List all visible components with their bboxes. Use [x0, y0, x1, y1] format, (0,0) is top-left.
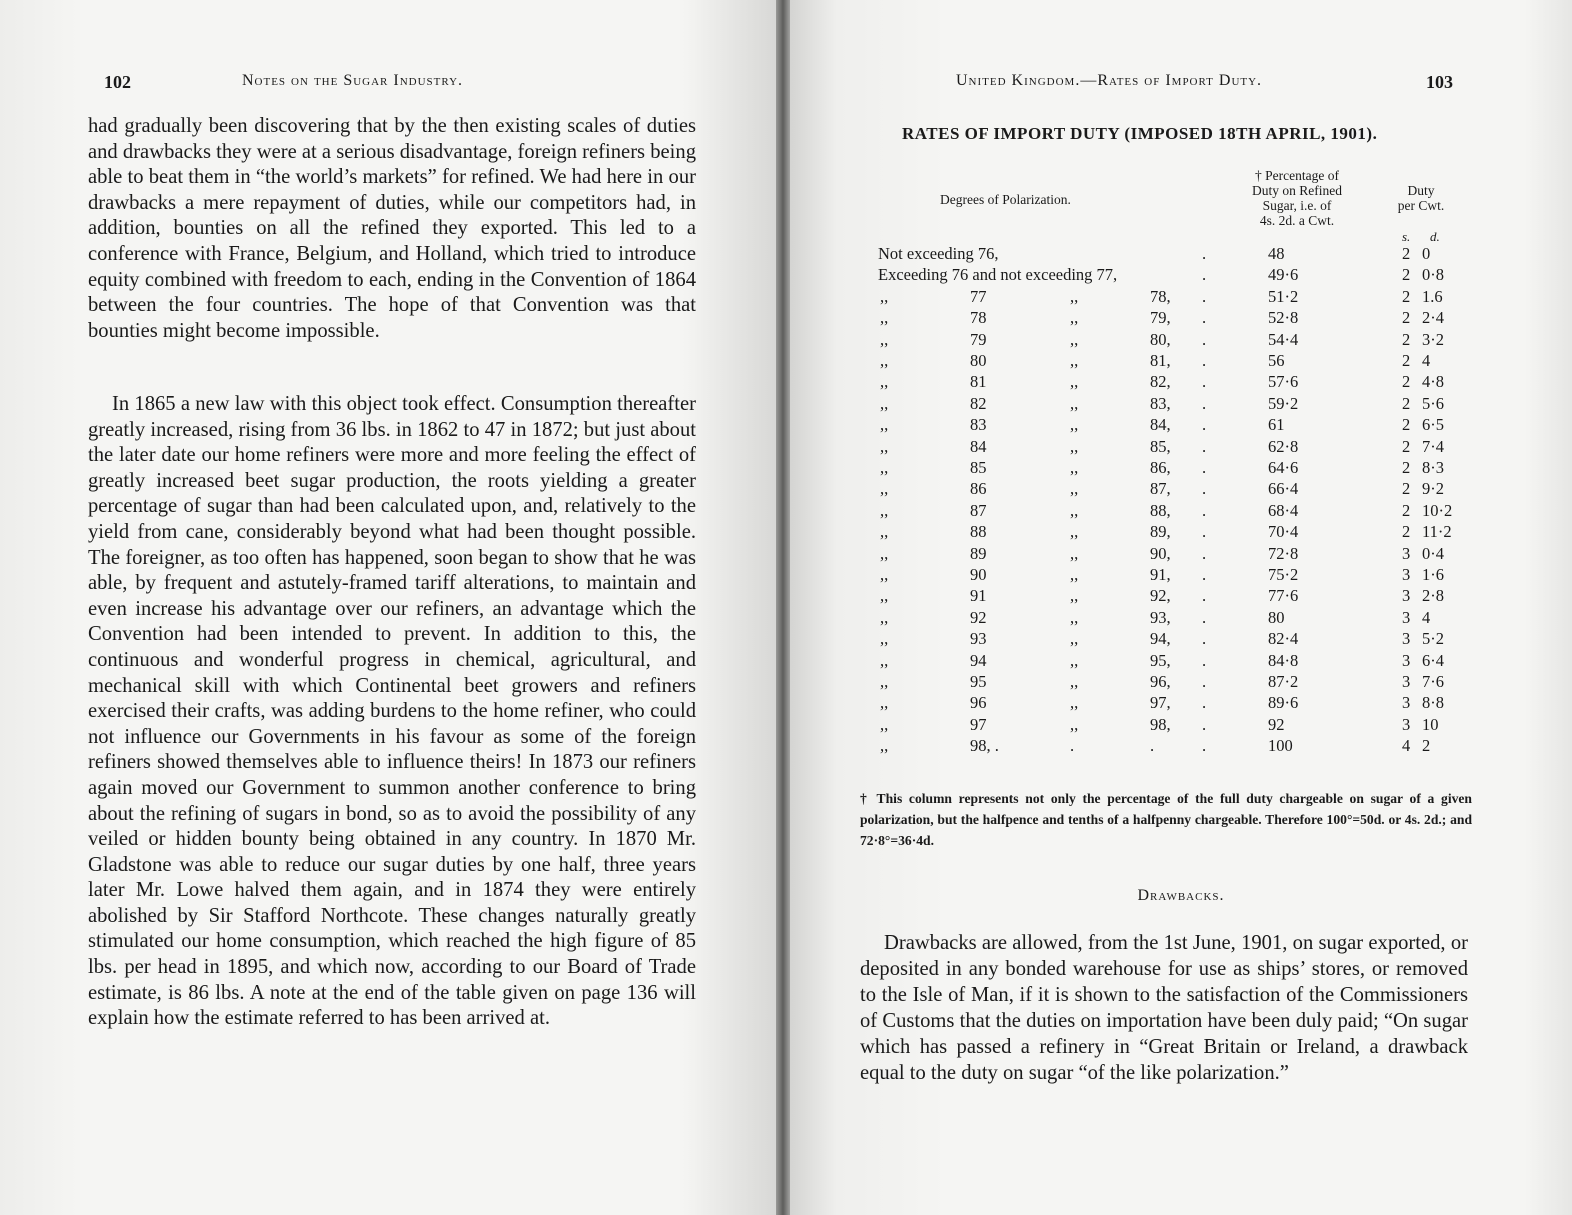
table-row: [790, 458, 1572, 479]
table-cell-pct: 59·2: [1268, 393, 1299, 413]
table-cell-lo: 84: [970, 436, 987, 456]
table-cell-dot: .: [1202, 736, 1207, 756]
table-cell-d: 1·6: [1422, 565, 1444, 584]
table-cell-hi: 92,: [1150, 586, 1171, 606]
table-cell-s: 3: [1402, 714, 1411, 734]
table-cell-pct: 70·4: [1268, 522, 1299, 542]
table-cell-lo: 85: [970, 458, 987, 477]
table-cell-lo: 87: [970, 500, 987, 520]
table-cell-ditto1: ,,: [880, 415, 889, 435]
table-cell-ditto2: ,,: [1070, 650, 1079, 670]
table-cell-s: 2: [1402, 479, 1411, 499]
table-cell-ditto1: ,,: [880, 714, 889, 734]
table-cell-ditto2: ,,: [1070, 565, 1079, 584]
table-cell-s: 2: [1402, 286, 1411, 306]
table-cell-d: 8·8: [1422, 693, 1444, 713]
table-cell-lo: 93: [970, 629, 987, 649]
table-cell-dot: .: [1202, 244, 1207, 263]
table-cell-d: 8·3: [1422, 458, 1444, 477]
table-cell-pct: 64·6: [1268, 458, 1299, 477]
table-row: [790, 330, 1572, 351]
table-cell-hi: 80,: [1150, 329, 1171, 349]
col-header-duty-line-2: per Cwt.: [1397, 198, 1445, 213]
table-cell-s: 3: [1402, 607, 1411, 627]
table-cell-ditto1: ,,: [880, 543, 889, 563]
paragraph-1: [88, 114, 696, 344]
col-header-percentage-line-2: Duty on Refined: [1252, 183, 1342, 198]
col-header-percentage-line-4: 4s. 2d. a Cwt.: [1259, 213, 1335, 228]
table-cell-hi: 85,: [1150, 436, 1171, 456]
table-cell-ditto1: ,,: [880, 458, 889, 477]
col-header-percentage: [1232, 168, 1362, 228]
page-number-right: 103: [1426, 72, 1453, 92]
table-cell-dot: .: [1202, 586, 1207, 606]
table-cell-s: 3: [1402, 672, 1411, 691]
table-cell-d: 2·4: [1422, 308, 1444, 328]
table-cell-lo: 92: [970, 607, 987, 627]
table-cell-hi: 91,: [1150, 565, 1171, 584]
table-cell-ditto1: ,,: [880, 693, 889, 713]
table-cell-lo: 78: [970, 308, 987, 328]
table-cell-s: 3: [1402, 543, 1411, 563]
table-cell-ditto1: ,,: [880, 393, 889, 413]
table-cell-s: 2: [1402, 415, 1411, 435]
table-cell-pct: 100: [1268, 736, 1293, 756]
table-cell-ditto2: ,,: [1070, 629, 1079, 649]
table-cell-s: 3: [1402, 586, 1411, 606]
table-cell-d: 7·6: [1422, 672, 1444, 691]
table-cell-ditto2: ,,: [1070, 693, 1079, 713]
table-cell-s: 3: [1402, 650, 1411, 670]
table-cell-dot: .: [1202, 500, 1207, 520]
paragraph-2-text: In 1865 a new law with this object took effect. Consumption thereafter greatly increased, rising from 36 lbs. in 1862 to 47 in 1872; but just about the later date our home refiners were more and more feeling the effect of greatly increased beet sugar production, the roots yielding a greater percentage of sugar than had been calculated upon, and, relatively to the yield from cane, considerably beyond what had been thought possible. The foreigner, as too often has happened, soon began to show that he was able, by frequent and astutely-framed tariff alterations, to maintain and even increase his advantage over our refiners, an advantage which the Convention had been intended to prevent. In addition to this, the continuous and wonderful progress in chemical, agricultural, and mechanical skill with which Continental beet growers and refiners exercised their crafts, was adding burdens to the home refiner, who could not influence our Governments in his favour as some of the foreign refiners showed themselves able to influence theirs! In 1873 our refiners again moved our Government to summon another conference to bring about the refining of sugars in bond, so as to avoid the possibility of any veiled or hidden bounty being obtained in any country. In 1870 Mr. Gladstone was able to reduce our sugar duties by one half, three years later Mr. Lowe halved them again, and in 1874 they were entirely abolished by Sir Stafford Northcote. These changes naturally greatly stimulated our home consumption, which reached the high figure of 85 lbs. per head in 1895, and which now, according to our Board of Trade estimate, is 86 lbs. A note at the end of the table given on page 136 will explain how the estimate referred to has been arrived at.: [88, 393, 696, 1030]
table-cell-lo: 83: [970, 415, 987, 435]
table-cell-s: 3: [1402, 693, 1411, 713]
table-cell-d: 3·2: [1422, 329, 1444, 349]
unit-shillings: s.: [1402, 229, 1411, 244]
table-cell-ditto2: ,,: [1070, 308, 1079, 328]
table-cell-hi: 84,: [1150, 415, 1171, 435]
table-row: [790, 437, 1572, 458]
table-cell-ditto2: ,,: [1070, 351, 1079, 370]
table-cell-pct: 68·4: [1268, 500, 1299, 520]
drawbacks-paragraph-text: Drawbacks are allowed, from the 1st June, 1901, on sugar exported, or deposited in any bonded warehouse for use as ships’ stores, or removed to the Isle of Man, if it is shown to the satisfaction of the Commissioners of Customs that the duties on importation have been duly paid; “On sugar which has passed a refinery in “Great Britain or Ireland, a drawback equal to the duty on sugar “of the like polarization.”: [860, 932, 1468, 1084]
table-cell-s: 4: [1402, 736, 1411, 756]
table-cell-ditto1: ,,: [880, 607, 889, 627]
table-cell-pct: 48: [1268, 244, 1285, 263]
col-header-polarization: Degrees of Polarization.: [940, 192, 1071, 207]
table-cell-lo: 98, .: [970, 736, 999, 756]
table-cell-ditto2: ,,: [1070, 672, 1079, 691]
table-cell-hi: 86,: [1150, 458, 1171, 477]
table-title: RATES OF IMPORT DUTY (IMPOSED 18TH APRIL, 1901).: [902, 124, 1378, 143]
table-cell-d: 6·4: [1422, 650, 1444, 670]
table-cell-hi: 95,: [1150, 650, 1171, 670]
table-row: [790, 479, 1572, 500]
table-cell-ditto2: ,,: [1070, 586, 1079, 606]
table-cell-s: 2: [1402, 393, 1411, 413]
table-row: [790, 394, 1572, 415]
table-cell-ditto1: ,,: [880, 736, 889, 756]
table-cell-ditto2: ,,: [1070, 415, 1079, 435]
table-cell-lo: 86: [970, 479, 987, 499]
table-cell-hi: 98,: [1150, 714, 1171, 734]
table-cell-ditto1: ,,: [880, 672, 889, 691]
book-gutter: [776, 0, 790, 1215]
table-cell-from: Not exceeding 76,: [878, 244, 999, 263]
table-cell-dot: .: [1202, 329, 1207, 349]
table-cell-ditto1: ,,: [880, 629, 889, 649]
table-cell-ditto2: ,,: [1070, 522, 1079, 542]
table-row: [790, 351, 1572, 372]
table-cell-d: 0·4: [1422, 543, 1444, 563]
table-cell-ditto2: ,,: [1070, 607, 1079, 627]
unit-pence: d.: [1430, 229, 1440, 244]
table-cell-d: 2·8: [1422, 586, 1444, 606]
table-cell-ditto1: ,,: [880, 351, 889, 370]
table-cell-lo: 97: [970, 714, 987, 734]
table-cell-ditto2: ,,: [1070, 372, 1079, 392]
table-cell-ditto1: ,,: [880, 286, 889, 306]
right-page: [790, 0, 1572, 1215]
table-cell-dot: .: [1202, 372, 1207, 392]
drawbacks-paragraph: [860, 930, 1468, 1086]
table-cell-lo: 79: [970, 329, 987, 349]
table-cell-lo: 94: [970, 650, 987, 670]
table-cell-lo: 80: [970, 351, 987, 370]
table-cell-pct: 49·6: [1268, 265, 1299, 285]
table-cell-ditto2: ,,: [1070, 329, 1079, 349]
table-cell-pct: 92: [1268, 714, 1285, 734]
table-cell-lo: 90: [970, 565, 987, 584]
table-cell-ditto2: ,,: [1070, 479, 1079, 499]
col-header-percentage-line-3: Sugar, i.e. of: [1262, 198, 1332, 213]
table-cell-s: 2: [1402, 500, 1411, 520]
table-cell-d: 4: [1422, 351, 1431, 370]
table-cell-pct: 82·4: [1268, 629, 1299, 649]
table-cell-hi: .: [1150, 736, 1155, 756]
table-cell-dot: .: [1202, 693, 1207, 713]
table-cell-ditto1: ,,: [880, 436, 889, 456]
table-cell-dot: .: [1202, 286, 1207, 306]
table-row: [790, 308, 1572, 329]
table-footnote-text: † This column represents not only the percentage of the full duty chargeable on sugar of a given polarization, but the halfpence and tenths of a halfpenny chargeable. Therefore 100°=50d. or 4s. 2d.; and 72·8°=36·4d.: [860, 791, 1472, 848]
table-cell-s: 2: [1402, 436, 1411, 456]
table-cell-hi: 79,: [1150, 308, 1171, 328]
table-cell-ditto2: .: [1070, 736, 1075, 756]
table-cell-s: 2: [1402, 308, 1411, 328]
table-cell-pct: 84·8: [1268, 650, 1299, 670]
table-cell-lo: 82: [970, 393, 987, 413]
table-cell-dot: .: [1202, 479, 1207, 499]
table-cell-lo: 88: [970, 522, 987, 542]
table-cell-pct: 87·2: [1268, 672, 1299, 691]
col-header-percentage-line-1: † Percentage of: [1255, 168, 1339, 183]
table-cell-ditto1: ,,: [880, 372, 889, 392]
table-cell-s: 2: [1402, 244, 1411, 263]
table-cell-d: 5·2: [1422, 629, 1444, 649]
table-cell-lo: 95: [970, 672, 987, 691]
table-cell-pct: 75·2: [1268, 565, 1299, 584]
table-row: [790, 736, 1572, 757]
table-cell-dot: .: [1202, 458, 1207, 477]
table-cell-pct: 51·2: [1268, 286, 1299, 306]
table-cell-hi: 82,: [1150, 372, 1171, 392]
table-cell-ditto1: ,,: [880, 500, 889, 520]
table-cell-dot: .: [1202, 393, 1207, 413]
table-cell-dot: .: [1202, 308, 1207, 328]
table-cell-s: 2: [1402, 351, 1411, 370]
table-cell-dot: .: [1202, 607, 1207, 627]
table-cell-pct: 77·6: [1268, 586, 1299, 606]
table-cell-ditto2: ,,: [1070, 714, 1079, 734]
table-row: [790, 715, 1572, 736]
running-head-right: United Kingdom.—Rates of Import Duty.: [956, 72, 1263, 89]
table-cell-d: 10: [1422, 714, 1439, 734]
table-cell-ditto1: ,,: [880, 308, 889, 328]
table-cell-d: 10·2: [1422, 500, 1453, 520]
table-cell-ditto2: ,,: [1070, 500, 1079, 520]
table-cell-d: 7·4: [1422, 436, 1444, 456]
table-cell-dot: .: [1202, 543, 1207, 563]
paragraph-2: [88, 392, 696, 1032]
table-cell-dot: .: [1202, 522, 1207, 542]
page-number-left: 102: [104, 72, 131, 92]
table-cell-dot: .: [1202, 565, 1207, 584]
table-row: [790, 372, 1572, 393]
table-cell-d: 4: [1422, 607, 1431, 627]
table-cell-dot: .: [1202, 650, 1207, 670]
col-header-duty-line-1: Duty: [1407, 183, 1435, 198]
table-row: [790, 608, 1572, 629]
table-cell-lo: 91: [970, 586, 987, 606]
table-cell-dot: .: [1202, 415, 1207, 435]
table-row: [790, 244, 1572, 265]
table-cell-hi: 97,: [1150, 693, 1171, 713]
table-cell-hi: 87,: [1150, 479, 1171, 499]
table-cell-pct: 66·4: [1268, 479, 1299, 499]
table-footnote: [860, 788, 1472, 851]
table-cell-lo: 89: [970, 543, 987, 563]
table-cell-from: Exceeding 76 and not exceeding 77,: [878, 265, 1118, 285]
table-cell-ditto1: ,,: [880, 479, 889, 499]
table-row: [790, 629, 1572, 650]
table-cell-ditto2: ,,: [1070, 436, 1079, 456]
table-row: [790, 287, 1572, 308]
col-header-duty: [1386, 183, 1456, 213]
table-row: [790, 544, 1572, 565]
table-cell-ditto1: ,,: [880, 522, 889, 542]
table-cell-s: 2: [1402, 372, 1411, 392]
table-cell-s: 2: [1402, 458, 1411, 477]
table-cell-dot: .: [1202, 436, 1207, 456]
table-cell-hi: 88,: [1150, 500, 1171, 520]
table-cell-hi: 81,: [1150, 351, 1171, 370]
table-row: [790, 522, 1572, 543]
table-cell-pct: 52·8: [1268, 308, 1299, 328]
table-cell-hi: 96,: [1150, 672, 1171, 691]
table-cell-ditto1: ,,: [880, 565, 889, 584]
table-row: [790, 672, 1572, 693]
table-cell-ditto2: ,,: [1070, 458, 1079, 477]
table-cell-d: 11·2: [1422, 522, 1452, 542]
table-cell-ditto2: ,,: [1070, 286, 1079, 306]
table-row: [790, 586, 1572, 607]
table-cell-lo: 81: [970, 372, 987, 392]
table-cell-s: 2: [1402, 265, 1411, 285]
table-cell-dot: .: [1202, 351, 1207, 370]
table-cell-pct: 56: [1268, 351, 1285, 370]
left-page: [0, 0, 776, 1215]
table-cell-d: 1.6: [1422, 286, 1443, 306]
table-cell-hi: 90,: [1150, 543, 1171, 563]
table-cell-d: 5·6: [1422, 393, 1444, 413]
table-row: [790, 265, 1572, 286]
table-cell-hi: 83,: [1150, 393, 1171, 413]
table-row: [790, 501, 1572, 522]
table-cell-ditto2: ,,: [1070, 393, 1079, 413]
table-cell-d: 9·2: [1422, 479, 1444, 499]
table-cell-hi: 78,: [1150, 286, 1171, 306]
table-cell-ditto1: ,,: [880, 586, 889, 606]
table-cell-s: 3: [1402, 629, 1411, 649]
table-row: [790, 693, 1572, 714]
table-cell-dot: .: [1202, 265, 1207, 285]
running-head-left: Notes on the Sugar Industry.: [242, 72, 464, 89]
table-cell-d: 4·8: [1422, 372, 1444, 392]
table-cell-pct: 89·6: [1268, 693, 1299, 713]
table-cell-lo: 96: [970, 693, 987, 713]
table-cell-ditto1: ,,: [880, 650, 889, 670]
paragraph-1-text: had gradually been discovering that by the then existing scales of duties and drawbacks they were at a serious disadvantage, foreign refiners being able to beat them in “the world’s markets” for refined. We had here in our drawbacks a mere repayment of duties, while our competitors had, in addition, bounties on all the refined they exported. This led to a conference with France, Belgium, and Holland, which tried to introduce equity combined with freedom to each, ending in the Convention of 1864 between the four countries. The hope of that Convention was that bounties might become impossible.: [88, 115, 696, 342]
table-cell-dot: .: [1202, 714, 1207, 734]
table-cell-s: 2: [1402, 522, 1411, 542]
table-cell-s: 2: [1402, 329, 1411, 349]
table-cell-pct: 61: [1268, 415, 1285, 435]
table-row: [790, 415, 1572, 436]
table-row: [790, 565, 1572, 586]
table-row: [790, 651, 1572, 672]
table-cell-d: 0·8: [1422, 265, 1444, 285]
table-cell-dot: .: [1202, 672, 1207, 691]
table-cell-hi: 93,: [1150, 607, 1171, 627]
table-cell-pct: 54·4: [1268, 329, 1299, 349]
table-cell-ditto2: ,,: [1070, 543, 1079, 563]
table-cell-d: 0: [1422, 244, 1431, 263]
drawbacks-heading: Drawbacks.: [1137, 887, 1225, 904]
table-cell-d: 2: [1422, 736, 1431, 756]
table-cell-pct: 62·8: [1268, 436, 1299, 456]
table-cell-pct: 80: [1268, 607, 1285, 627]
table-cell-dot: .: [1202, 629, 1207, 649]
table-cell-hi: 94,: [1150, 629, 1171, 649]
table-cell-lo: 77: [970, 286, 987, 306]
table-cell-pct: 57·6: [1268, 372, 1299, 392]
table-cell-s: 3: [1402, 565, 1411, 584]
table-cell-pct: 72·8: [1268, 543, 1299, 563]
table-cell-d: 6·5: [1422, 415, 1444, 435]
table-cell-ditto1: ,,: [880, 329, 889, 349]
table-cell-hi: 89,: [1150, 522, 1171, 542]
